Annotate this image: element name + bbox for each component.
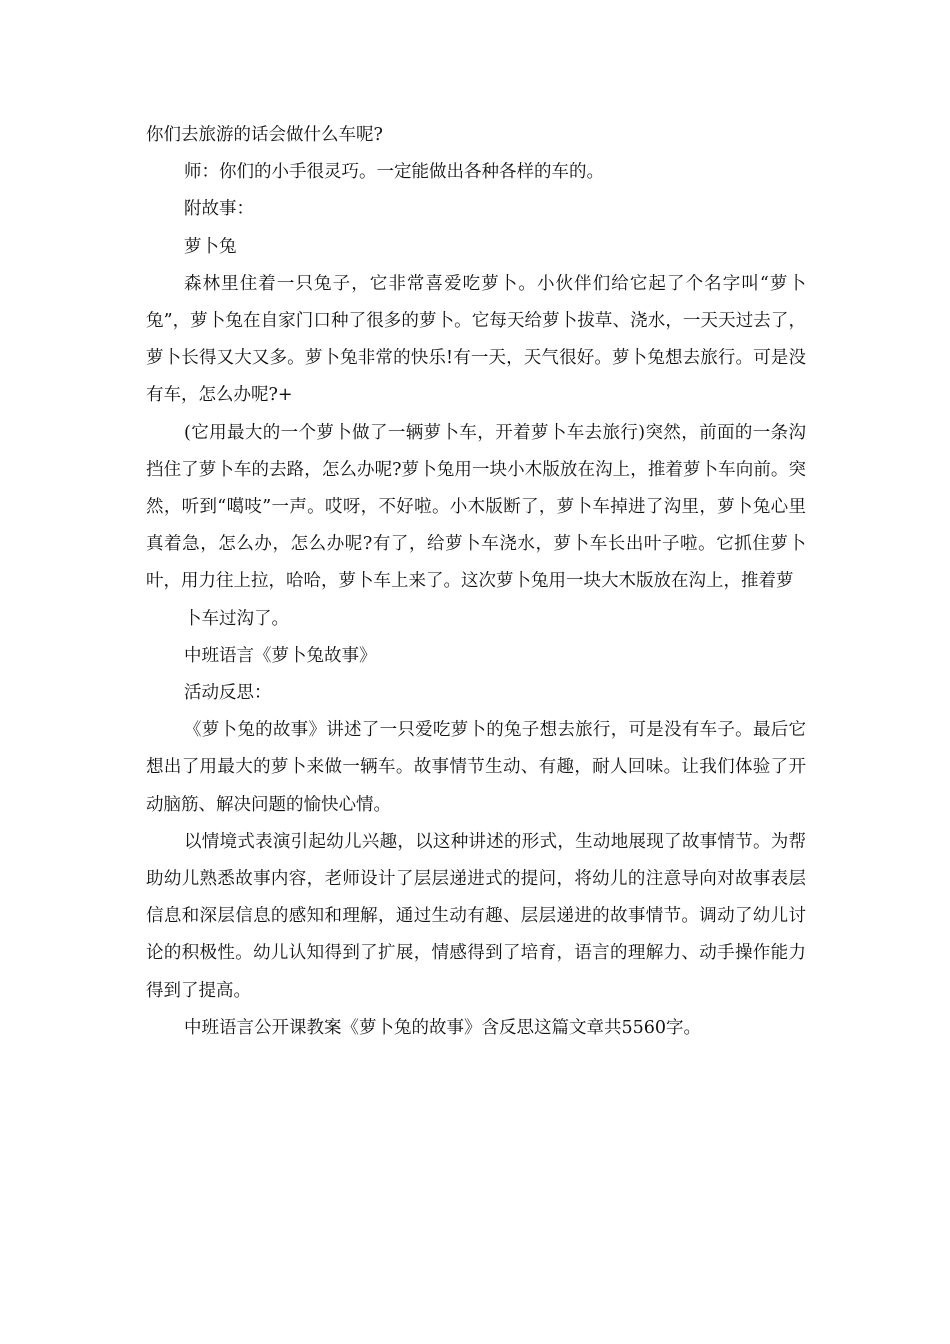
paragraph-travel-question: 你们去旅游的话会做什么车呢? — [146, 125, 383, 145]
paragraph-word-count: 中班语言公开课教案《萝卜兔的故事》含反思这篇文章共5560字。 — [184, 1017, 702, 1038]
paragraph-story-part-3: 卜车过沟了。 — [184, 608, 289, 629]
story-title: 萝卜兔 — [184, 236, 237, 257]
paragraph-reflection-1: 《萝卜兔的故事》讲述了一只爱吃萝卜的兔子想去旅行，可是没有车子。最后它想出了用最大的萝卜来做一辆车。故事情节生动、有趣，耐人回味。让我们体验了开动脑筋、解决问题的愉快心情。 — [146, 720, 806, 815]
paragraph-reflection-2: 以情境式表演引起幼儿兴趣，以这种讲述的形式，生动地展现了故事情节。为帮助幼儿熟悉故事内容，老师设计了层层递进式的提问，将幼儿的注意导向对故事表层信息和深层信息的感知和理解，通过生动有趣、层层递进的故事情节。调动了幼儿讨论的积极性。幼儿认知得到了扩展，情感得到了培育，语言的理解力、动手操作能力得到了提高。 — [146, 831, 806, 1001]
paragraph-appendix-label: 附故事： — [184, 199, 254, 220]
document-body — [146, 117, 806, 1047]
paragraph-story-part-2: (它用最大的一个萝卜做了一辆萝卜车，开着萝卜车去旅行)突然，前面的一条沟挡住了萝卜车的去路，怎么办呢?萝卜兔用一块小木版放在沟上，推着萝卜车向前。突然，听到“噶吱”一声。哎呀，不好啦。小木版断了，萝卜车掉进了沟里，萝卜兔心里真着急，怎么办，怎么办呢?有了，给萝卜车浇水，萝卜车长出叶子啦。它抓住萝卜叶，用力往上拉，哈哈，萝卜车上来了。这次萝卜兔用一块大木版放在沟上，推着萝 — [146, 422, 806, 592]
lesson-title: 中班语言《萝卜兔故事》 — [184, 645, 377, 666]
paragraph-story-part-1: 森林里住着一只兔子，它非常喜爱吃萝卜。小伙伴们给它起了个名字叫“萝卜兔”，萝卜兔在自家门口种了很多的萝卜。它每天给萝卜拔草、浇水，一天天过去了，萝卜长得又大又多。萝卜兔非常的快乐!有一天，天气很好。萝卜兔想去旅行。可是没有车，怎么办呢?+ — [146, 273, 806, 406]
reflection-heading: 活动反思： — [184, 683, 272, 704]
paragraph-teacher-remark: 师：你们的小手很灵巧。一定能做出各种各样的车的。 — [184, 162, 604, 183]
